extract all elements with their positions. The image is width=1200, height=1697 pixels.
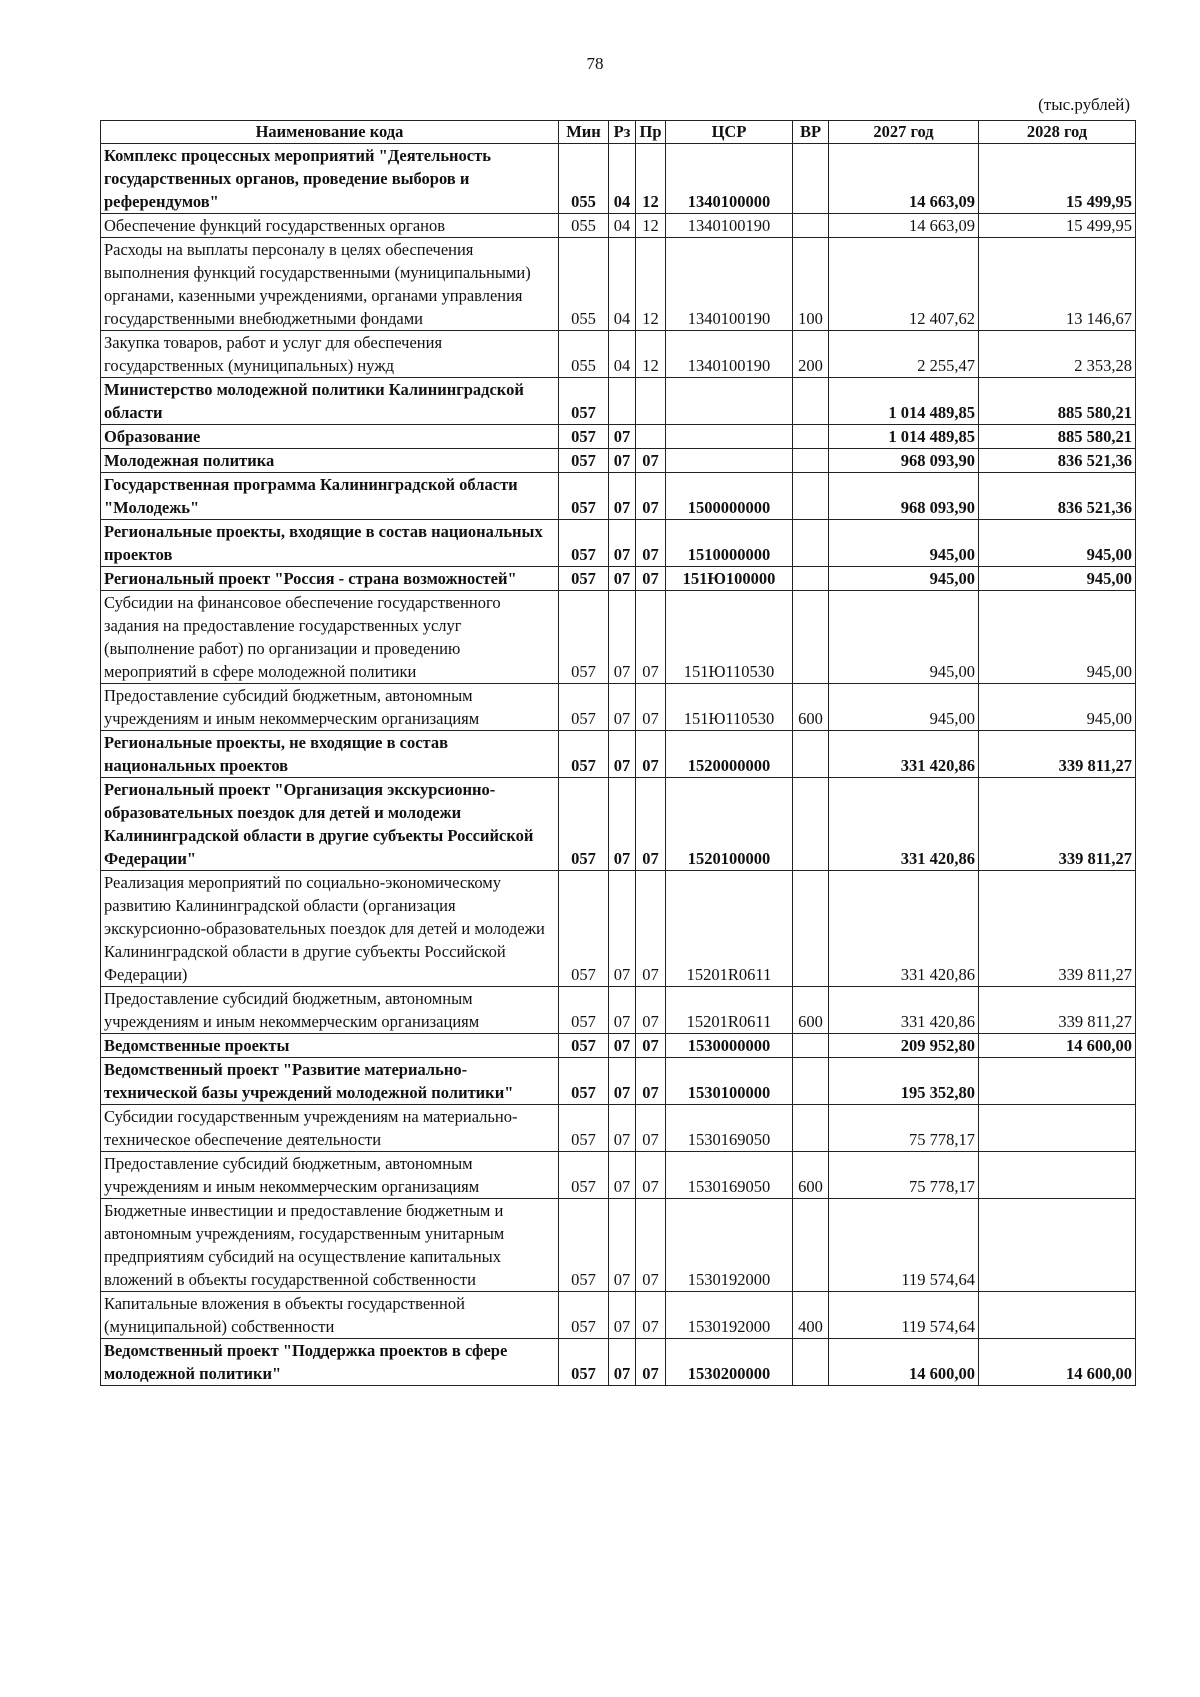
cell-csr: 1530169050: [666, 1152, 793, 1199]
cell-csr: 151Ю100000: [666, 567, 793, 591]
cell-pr: 07: [636, 731, 666, 778]
cell-rz: 07: [609, 520, 636, 567]
cell-2028: 14 600,00: [979, 1034, 1136, 1058]
cell-vr: [793, 1034, 829, 1058]
cell-2028: 2 353,28: [979, 331, 1136, 378]
cell-2027: 1 014 489,85: [829, 378, 979, 425]
cell-min: 057: [559, 987, 609, 1034]
cell-rz: 07: [609, 449, 636, 473]
cell-pr: [636, 425, 666, 449]
table-row: [101, 473, 1136, 520]
cell-2027: 14 663,09: [829, 214, 979, 238]
table-row: [101, 1058, 1136, 1105]
cell-csr: 1340100190: [666, 331, 793, 378]
cell-name: Субсидии на финансовое обеспечение государственного задания на предоставление государственных услуг (выполнение работ) по организации и проведению мероприятий в сфере молодежной политики: [101, 591, 559, 684]
cell-2028: 13 146,67: [979, 238, 1136, 331]
cell-csr: 15201R0611: [666, 987, 793, 1034]
cell-min: 057: [559, 684, 609, 731]
cell-2027: 119 574,64: [829, 1199, 979, 1292]
cell-pr: 07: [636, 1339, 666, 1386]
cell-csr: 1520000000: [666, 731, 793, 778]
cell-csr: [666, 425, 793, 449]
cell-csr: 1530200000: [666, 1339, 793, 1386]
cell-2027: 2 255,47: [829, 331, 979, 378]
cell-vr: [793, 1105, 829, 1152]
table-row: [101, 1034, 1136, 1058]
cell-pr: 12: [636, 238, 666, 331]
cell-2027: 945,00: [829, 591, 979, 684]
cell-pr: 07: [636, 591, 666, 684]
cell-name: Субсидии государственным учреждениям на материально-техническое обеспечение деятельности: [101, 1105, 559, 1152]
cell-name: Ведомственный проект "Развитие материально-технической базы учреждений молодежной политики": [101, 1058, 559, 1105]
units-label: (тыс.рублей): [1038, 95, 1130, 114]
cell-2027: 75 778,17: [829, 1105, 979, 1152]
cell-rz: 07: [609, 1339, 636, 1386]
cell-vr: [793, 591, 829, 684]
table-body: [101, 144, 1136, 1386]
table-row: [101, 214, 1136, 238]
cell-csr: 1520100000: [666, 778, 793, 871]
cell-min: 057: [559, 591, 609, 684]
cell-min: 057: [559, 1199, 609, 1292]
cell-pr: 12: [636, 214, 666, 238]
cell-pr: 07: [636, 1152, 666, 1199]
cell-csr: 1530169050: [666, 1105, 793, 1152]
cell-pr: 12: [636, 144, 666, 214]
cell-name: Государственная программа Калининградской области "Молодежь": [101, 473, 559, 520]
cell-csr: 1530100000: [666, 1058, 793, 1105]
table-row: [101, 731, 1136, 778]
cell-pr: 07: [636, 567, 666, 591]
cell-vr: 600: [793, 1152, 829, 1199]
cell-pr: 07: [636, 871, 666, 987]
cell-rz: 07: [609, 567, 636, 591]
cell-rz: 07: [609, 1152, 636, 1199]
cell-name: Реализация мероприятий по социально-экономическому развитию Калининградской области (организация экскурсионно-образовательных поездок для детей и молодежи Калининградской области в другие субъекты Российской Федерации): [101, 871, 559, 987]
header-2028: 2028 год: [979, 121, 1136, 144]
cell-2027: 331 420,86: [829, 778, 979, 871]
page-number: 78: [586, 54, 604, 73]
cell-name: Региональные проекты, входящие в состав национальных проектов: [101, 520, 559, 567]
cell-rz: 04: [609, 144, 636, 214]
cell-rz: 07: [609, 1199, 636, 1292]
cell-name: Предоставление субсидий бюджетным, автономным учреждениям и иным некоммерческим организациям: [101, 987, 559, 1034]
cell-pr: 07: [636, 1292, 666, 1339]
cell-name: Бюджетные инвестиции и предоставление бюджетным и автономным учреждениям, государственным унитарным предприятиям субсидий на осуществление капитальных вложений в объекты государственной собственности: [101, 1199, 559, 1292]
cell-name: Расходы на выплаты персоналу в целях обеспечения выполнения функций государственными (муниципальными) органами, казенными учреждениями, органами управления государственными внебюджетными фондами: [101, 238, 559, 331]
cell-min: 057: [559, 731, 609, 778]
cell-rz: 04: [609, 238, 636, 331]
cell-min: 055: [559, 144, 609, 214]
cell-2027: 195 352,80: [829, 1058, 979, 1105]
cell-csr: 15201R0611: [666, 871, 793, 987]
cell-2028: 885 580,21: [979, 425, 1136, 449]
cell-2027: 12 407,62: [829, 238, 979, 331]
cell-vr: [793, 1339, 829, 1386]
cell-name: Региональные проекты, не входящие в состав национальных проектов: [101, 731, 559, 778]
cell-2028: 885 580,21: [979, 378, 1136, 425]
cell-rz: 07: [609, 1058, 636, 1105]
cell-vr: [793, 731, 829, 778]
cell-pr: [636, 378, 666, 425]
cell-2028: 339 811,27: [979, 871, 1136, 987]
cell-vr: [793, 214, 829, 238]
table-row: [101, 1105, 1136, 1152]
cell-vr: [793, 378, 829, 425]
cell-vr: [793, 778, 829, 871]
cell-2028: 836 521,36: [979, 449, 1136, 473]
cell-min: 057: [559, 1292, 609, 1339]
cell-vr: [793, 144, 829, 214]
cell-2028: [979, 1058, 1136, 1105]
cell-min: 057: [559, 1105, 609, 1152]
cell-rz: 07: [609, 473, 636, 520]
cell-name: Ведомственный проект "Поддержка проектов в сфере молодежной политики": [101, 1339, 559, 1386]
cell-2027: 14 663,09: [829, 144, 979, 214]
cell-pr: 07: [636, 778, 666, 871]
cell-name: Капитальные вложения в объекты государственной (муниципальной) собственности: [101, 1292, 559, 1339]
cell-pr: 07: [636, 449, 666, 473]
table-row: [101, 871, 1136, 987]
cell-vr: 600: [793, 684, 829, 731]
cell-csr: 1510000000: [666, 520, 793, 567]
cell-min: 057: [559, 1339, 609, 1386]
cell-pr: 07: [636, 987, 666, 1034]
table-row: [101, 1152, 1136, 1199]
header-vr: ВР: [793, 121, 829, 144]
cell-2028: 339 811,27: [979, 778, 1136, 871]
table-row: [101, 425, 1136, 449]
cell-2027: 331 420,86: [829, 987, 979, 1034]
cell-2027: 209 952,80: [829, 1034, 979, 1058]
cell-2028: [979, 1199, 1136, 1292]
cell-name: Министерство молодежной политики Калининградской области: [101, 378, 559, 425]
cell-rz: 07: [609, 684, 636, 731]
cell-vr: 200: [793, 331, 829, 378]
table-row: [101, 987, 1136, 1034]
table-row: [101, 331, 1136, 378]
cell-csr: 1530192000: [666, 1292, 793, 1339]
cell-2028: [979, 1292, 1136, 1339]
cell-pr: 07: [636, 1034, 666, 1058]
cell-csr: [666, 378, 793, 425]
cell-min: 057: [559, 378, 609, 425]
cell-min: 057: [559, 1034, 609, 1058]
cell-pr: 07: [636, 1058, 666, 1105]
header-rz: Рз: [609, 121, 636, 144]
cell-pr: 07: [636, 1199, 666, 1292]
cell-rz: 07: [609, 425, 636, 449]
cell-2028: [979, 1105, 1136, 1152]
table-row: [101, 378, 1136, 425]
cell-2027: 75 778,17: [829, 1152, 979, 1199]
cell-2028: 339 811,27: [979, 731, 1136, 778]
cell-name: Образование: [101, 425, 559, 449]
header-min: Мин: [559, 121, 609, 144]
cell-vr: 600: [793, 987, 829, 1034]
cell-min: 055: [559, 238, 609, 331]
table-row: [101, 1339, 1136, 1386]
cell-csr: 1340100000: [666, 144, 793, 214]
cell-2027: 14 600,00: [829, 1339, 979, 1386]
cell-rz: 07: [609, 591, 636, 684]
cell-2027: 1 014 489,85: [829, 425, 979, 449]
cell-csr: 151Ю110530: [666, 591, 793, 684]
cell-name: Комплекс процессных мероприятий "Деятельность государственных органов, проведение выборов и референдумов": [101, 144, 559, 214]
cell-vr: [793, 520, 829, 567]
cell-2028: 945,00: [979, 684, 1136, 731]
cell-csr: 1340100190: [666, 238, 793, 331]
cell-2027: 968 093,90: [829, 473, 979, 520]
cell-csr: [666, 449, 793, 473]
cell-min: 057: [559, 1152, 609, 1199]
cell-name: Обеспечение функций государственных органов: [101, 214, 559, 238]
cell-name: Региональный проект "Россия - страна возможностей": [101, 567, 559, 591]
table-row: [101, 684, 1136, 731]
cell-2028: [979, 1152, 1136, 1199]
cell-min: 057: [559, 425, 609, 449]
cell-2027: 945,00: [829, 520, 979, 567]
cell-name: Региональный проект "Организация экскурсионно-образовательных поездок для детей и молодежи Калининградской области в другие субъекты Российской Федерации": [101, 778, 559, 871]
table-row: [101, 144, 1136, 214]
table-row: [101, 520, 1136, 567]
cell-min: 057: [559, 449, 609, 473]
cell-vr: 400: [793, 1292, 829, 1339]
cell-2028: 15 499,95: [979, 144, 1136, 214]
cell-rz: 07: [609, 778, 636, 871]
cell-pr: 07: [636, 520, 666, 567]
cell-vr: [793, 1058, 829, 1105]
cell-2027: 968 093,90: [829, 449, 979, 473]
cell-min: 057: [559, 1058, 609, 1105]
cell-vr: [793, 425, 829, 449]
cell-2027: 119 574,64: [829, 1292, 979, 1339]
cell-csr: 151Ю110530: [666, 684, 793, 731]
table-row: [101, 778, 1136, 871]
header-pr: Пр: [636, 121, 666, 144]
cell-2027: 331 420,86: [829, 731, 979, 778]
cell-2028: 945,00: [979, 520, 1136, 567]
table-row: [101, 1292, 1136, 1339]
cell-rz: 07: [609, 1292, 636, 1339]
cell-2028: 945,00: [979, 591, 1136, 684]
table-row: [101, 567, 1136, 591]
cell-2028: 339 811,27: [979, 987, 1136, 1034]
cell-min: 057: [559, 871, 609, 987]
table-row: [101, 238, 1136, 331]
cell-min: 055: [559, 331, 609, 378]
cell-min: 057: [559, 520, 609, 567]
cell-rz: 07: [609, 987, 636, 1034]
cell-rz: 07: [609, 1034, 636, 1058]
cell-2027: 945,00: [829, 567, 979, 591]
cell-csr: 1530000000: [666, 1034, 793, 1058]
cell-2027: 331 420,86: [829, 871, 979, 987]
cell-pr: 12: [636, 331, 666, 378]
cell-csr: 1530192000: [666, 1199, 793, 1292]
cell-name: Закупка товаров, работ и услуг для обеспечения государственных (муниципальных) нужд: [101, 331, 559, 378]
cell-min: 057: [559, 778, 609, 871]
header-csr: ЦСР: [666, 121, 793, 144]
cell-vr: [793, 1199, 829, 1292]
budget-table: [100, 120, 1136, 1386]
table-row: [101, 449, 1136, 473]
cell-vr: [793, 473, 829, 520]
table-row: [101, 1199, 1136, 1292]
cell-name: Молодежная политика: [101, 449, 559, 473]
cell-name: Ведомственные проекты: [101, 1034, 559, 1058]
cell-vr: [793, 871, 829, 987]
cell-vr: [793, 449, 829, 473]
cell-pr: 07: [636, 684, 666, 731]
header-2027: 2027 год: [829, 121, 979, 144]
cell-pr: 07: [636, 473, 666, 520]
cell-rz: 07: [609, 1105, 636, 1152]
cell-rz: 04: [609, 331, 636, 378]
cell-2028: 836 521,36: [979, 473, 1136, 520]
cell-pr: 07: [636, 1105, 666, 1152]
cell-2028: 15 499,95: [979, 214, 1136, 238]
cell-min: 057: [559, 473, 609, 520]
cell-csr: 1340100190: [666, 214, 793, 238]
cell-rz: 07: [609, 731, 636, 778]
cell-name: Предоставление субсидий бюджетным, автономным учреждениям и иным некоммерческим организациям: [101, 684, 559, 731]
cell-min: 055: [559, 214, 609, 238]
cell-vr: 100: [793, 238, 829, 331]
table-header-row: [101, 121, 1136, 144]
cell-rz: 04: [609, 214, 636, 238]
cell-vr: [793, 567, 829, 591]
cell-2028: 945,00: [979, 567, 1136, 591]
cell-rz: 07: [609, 871, 636, 987]
cell-csr: 1500000000: [666, 473, 793, 520]
cell-2027: 945,00: [829, 684, 979, 731]
table-row: [101, 591, 1136, 684]
cell-rz: [609, 378, 636, 425]
cell-min: 057: [559, 567, 609, 591]
cell-name: Предоставление субсидий бюджетным, автономным учреждениям и иным некоммерческим организациям: [101, 1152, 559, 1199]
header-name: Наименование кода: [101, 121, 559, 144]
cell-2028: 14 600,00: [979, 1339, 1136, 1386]
